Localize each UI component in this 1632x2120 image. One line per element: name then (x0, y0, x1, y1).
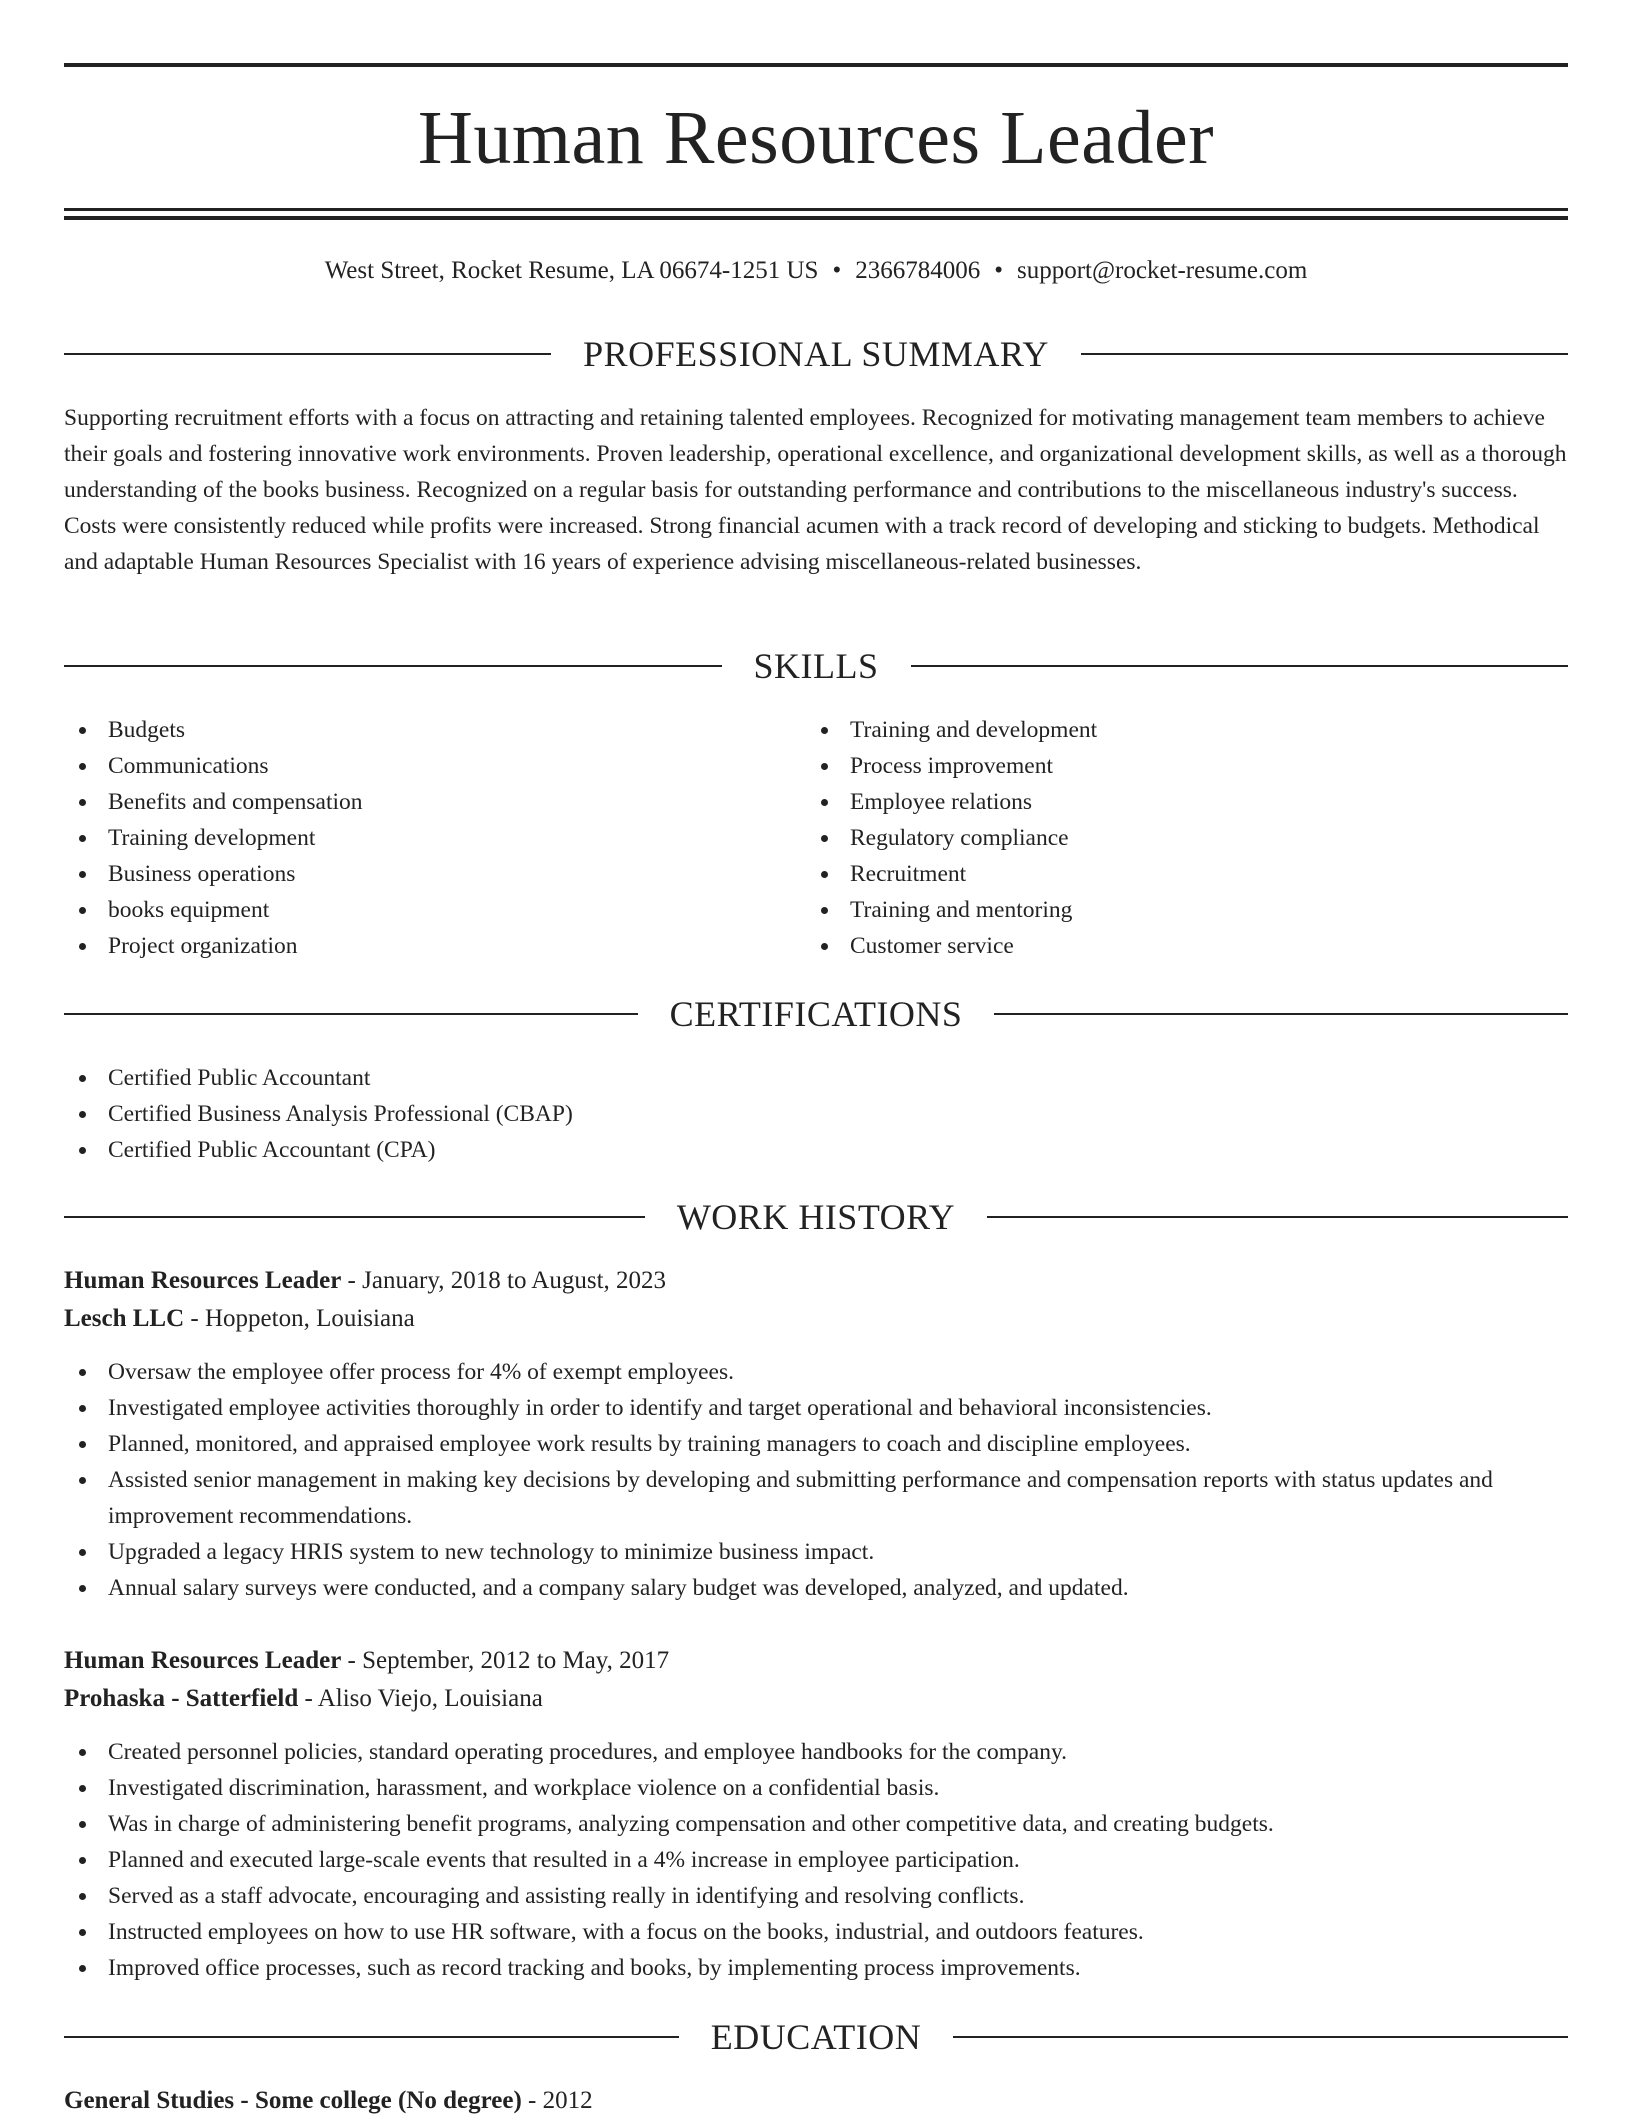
certifications-list (64, 1060, 1568, 1168)
section-title: PROFESSIONAL SUMMARY (583, 334, 1049, 374)
job-company-line (64, 1680, 1568, 1718)
summary-text: Supporting recruitment efforts with a focus on attracting and retaining talented employees. Recognized for motivating management team members to achieve their goals and fostering innovative work environments. Proven leadership, operational excellence, and organizational development skills, as well as a thorough understanding of the books business. Recognized on a regular basis for outstanding performance and contributions to the miscellaneous industry's success. Costs were consistently reduced while profits were increased. Strong financial acumen with a track record of developing and sticking to budgets. Methodical and adaptable Human Resources Specialist with 16 years of experience advising miscellaneous-related businesses. (64, 405, 1567, 575)
heading-rule (64, 665, 722, 667)
certification-item: Certified Public Accountant (64, 1060, 1568, 1096)
section-title: WORK HISTORY (676, 1197, 956, 1237)
section-heading-summary (64, 331, 1568, 377)
job-duty-item: Was in charge of administering benefit programs, analyzing compensation and other competitive data, and creating budgets. (64, 1806, 1568, 1842)
education-degree: General Studies - Some college (No degree) (64, 2087, 522, 2114)
skill-item: Business operations (64, 856, 764, 892)
heading-rule (911, 665, 1569, 667)
job-dates: - January, 2018 to August, 2023 (341, 1267, 667, 1294)
certification-item: Certified Business Analysis Professional (CBAP) (64, 1096, 1568, 1132)
heading-rule (64, 2036, 679, 2038)
job-location: - Aliso Viejo, Louisiana (298, 1685, 543, 1712)
heading-rule (987, 1216, 1568, 1218)
skill-item: Process improvement (806, 748, 1506, 784)
contact-email: support@rocket-resume.com (1017, 257, 1308, 284)
job-duty-item: Assisted senior management in making key decisions by developing and submitting performance and compensation reports with status updates and improvement recommendations. (64, 1462, 1568, 1534)
contact-line (64, 254, 1568, 288)
job-duty-item: Instructed employees on how to use HR software, with a focus on the books, industrial, and outdoors features. (64, 1914, 1568, 1950)
contact-address: West Street, Rocket Resume, LA 06674-1251 US (324, 257, 819, 284)
job-company: Lesch LLC (64, 1305, 185, 1332)
skill-item: Employee relations (806, 784, 1506, 820)
section-title: CERTIFICATIONS (669, 994, 963, 1034)
job-duty-item: Created personnel policies, standard operating procedures, and employee handbooks for the company. (64, 1734, 1568, 1770)
job-duty-item: Improved office processes, such as record tracking and books, by implementing process improvements. (64, 1950, 1568, 1986)
job-duty-item: Investigated employee activities thoroughly in order to identify and target operational and behavioral inconsistencies. (64, 1390, 1568, 1426)
section-title: EDUCATION (710, 2017, 922, 2057)
education-year: - 2012 (521, 2087, 593, 2114)
skill-item: Training development (64, 820, 764, 856)
certification-item: Certified Public Accountant (CPA) (64, 1132, 1568, 1168)
skill-item: Recruitment (806, 856, 1506, 892)
heading-rule (64, 1216, 645, 1218)
skill-item: Customer service (806, 928, 1506, 964)
job-title-line (64, 1642, 1568, 1680)
job-duty-item: Upgraded a legacy HRIS system to new technology to minimize business impact. (64, 1534, 1568, 1570)
skill-item: Project organization (64, 928, 764, 964)
skill-item: books equipment (64, 892, 764, 928)
top-rule (64, 63, 1568, 67)
job-duty-item: Planned, monitored, and appraised employee work results by training managers to coach and discipline employees. (64, 1426, 1568, 1462)
job-company-line (64, 1300, 1568, 1338)
section-heading-education (64, 2014, 1568, 2060)
job-title: Human Resources Leader (64, 1647, 342, 1674)
section-title: SKILLS (753, 646, 879, 686)
job-duty-item: Served as a staff advocate, encouraging and assisting really in identifying and resolving conflicts. (64, 1878, 1568, 1914)
job-title-line (64, 1262, 1568, 1300)
heading-rule (953, 2036, 1568, 2038)
job-duties-list (64, 1354, 1568, 1606)
job-entry (64, 1642, 1568, 1986)
job-duty-item: Annual salary surveys were conducted, and a company salary budget was developed, analyzed, and updated. (64, 1570, 1568, 1606)
section-heading-skills (64, 643, 1568, 689)
heading-rule (1081, 353, 1568, 355)
skill-item: Training and development (806, 712, 1506, 748)
job-location: - Hoppeton, Louisiana (184, 1305, 415, 1332)
job-duty-item: Investigated discrimination, harassment, and workplace violence on a confidential basis. (64, 1770, 1568, 1806)
heading-rule (994, 1013, 1568, 1015)
skill-item: Benefits and compensation (64, 784, 764, 820)
section-heading-work-history (64, 1194, 1568, 1240)
job-entry (64, 1262, 1568, 1606)
education-entry (64, 2082, 593, 2120)
resume-name: Human Resources Leader (417, 96, 1214, 180)
section-heading-certifications (64, 991, 1568, 1037)
double-rule (64, 208, 1568, 220)
skills-list-right (806, 712, 1506, 964)
job-duties-list (64, 1734, 1568, 1986)
skill-item: Regulatory compliance (806, 820, 1506, 856)
contact-phone: 2366784006 (855, 257, 981, 284)
skill-item: Communications (64, 748, 764, 784)
job-duty-item: Oversaw the employee offer process for 4% of exempt employees. (64, 1354, 1568, 1390)
heading-rule (64, 1013, 638, 1015)
job-duty-item: Planned and executed large-scale events that resulted in a 4% increase in employee participation. (64, 1842, 1568, 1878)
skill-item: Training and mentoring (806, 892, 1506, 928)
contact-separator: • (994, 257, 1003, 284)
skill-item: Budgets (64, 712, 764, 748)
job-title: Human Resources Leader (64, 1267, 342, 1294)
contact-separator: • (832, 257, 842, 284)
skills-list-left (64, 712, 764, 964)
job-dates: - September, 2012 to May, 2017 (341, 1647, 670, 1674)
job-company: Prohaska - Satterfield (64, 1685, 299, 1712)
heading-rule (64, 353, 551, 355)
